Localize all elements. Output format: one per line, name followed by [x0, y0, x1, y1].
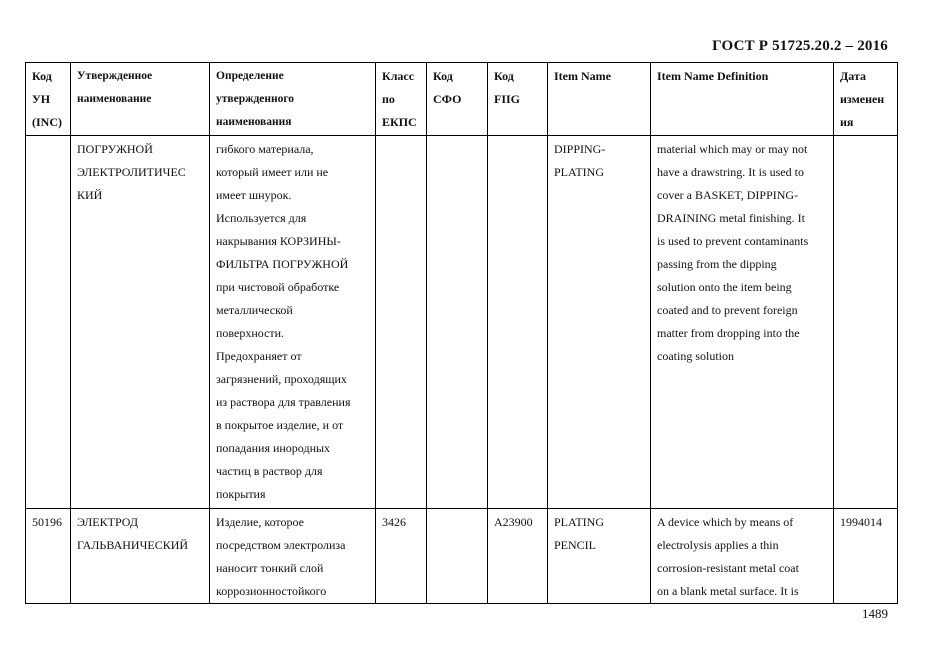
text-line: частиц в раствор для — [216, 464, 323, 478]
text-line: coated and to prevent foreign — [657, 303, 798, 317]
document-code: ГОСТ Р 51725.20.2 – 2016 — [712, 38, 888, 54]
text-line: СФО — [433, 92, 462, 106]
cell-item-name — [548, 509, 651, 604]
text-line: ЕКПС — [382, 115, 417, 129]
text-line: гибкого материала, — [216, 142, 314, 156]
page-number: 1489 — [862, 606, 888, 621]
text-line: который имеет или не — [216, 165, 329, 179]
text-line: КИЙ — [77, 188, 103, 202]
text-line: corrosion-resistant metal coat — [657, 561, 799, 575]
text-line: ия — [840, 115, 854, 129]
text-line: по — [382, 92, 395, 106]
text-line: on a blank metal surface. It is — [657, 584, 799, 598]
text-line: 3426 — [382, 515, 406, 529]
col-header-inc — [26, 63, 71, 136]
text-line: Определение — [216, 70, 284, 82]
text-line: УН — [32, 92, 51, 106]
text-line: Код — [32, 69, 52, 83]
text-line: накрывания КОРЗИНЫ- — [216, 234, 341, 248]
text-line: DRAINING metal finishing. It — [657, 211, 805, 225]
col-header-ekps-class — [376, 63, 427, 136]
cell-item-name — [548, 136, 651, 509]
text-line: металлической — [216, 303, 293, 317]
col-header-approved-name — [71, 63, 210, 136]
text-line: A23900 — [494, 515, 533, 529]
cell-fiig-code — [488, 509, 548, 604]
text-line: изменен — [840, 92, 885, 106]
text-line: 1994014 — [840, 515, 882, 529]
cell-change-date — [834, 136, 898, 509]
text-line: Используется для — [216, 211, 307, 225]
text-line: cover a BASKET, DIPPING- — [657, 188, 799, 202]
text-line: наименование — [77, 93, 152, 105]
text-line: PLATING — [554, 515, 604, 529]
cell-ekps-class — [376, 509, 427, 604]
text-line: Код — [433, 69, 453, 83]
text-line: ГАЛЬВАНИЧЕСКИЙ — [77, 538, 189, 552]
text-line: solution onto the item being — [657, 280, 792, 294]
col-header-definition — [210, 63, 376, 136]
text-line: coating solution — [657, 349, 734, 363]
col-header-fiig-code — [488, 63, 548, 136]
cell-ekps-class — [376, 136, 427, 509]
text-line: из раствора для травления — [216, 395, 351, 409]
text-line: FIIG — [494, 92, 521, 106]
col-header-sfo-code — [427, 63, 488, 136]
text-line: ПОГРУЖНОЙ — [77, 142, 153, 156]
text-line: DIPPING- — [554, 142, 606, 156]
table-row — [26, 509, 898, 604]
text-line: утвержденного — [216, 93, 295, 105]
text-line: при чистовой обработке — [216, 280, 340, 294]
text-line: Код — [494, 69, 514, 83]
col-header-item-name — [548, 63, 651, 136]
text-line: поверхности. — [216, 326, 285, 340]
cell-item-name-definition — [651, 509, 834, 604]
text-line: passing from the dipping — [657, 257, 777, 271]
text-line: electrolysis applies a thin — [657, 538, 779, 552]
text-line: наносит тонкий слой — [216, 561, 324, 575]
cell-inc — [26, 509, 71, 604]
text-line: коррозионностойкого — [216, 584, 327, 598]
text-line: Класс — [382, 69, 415, 83]
text-line: Item Name Definition — [657, 69, 769, 83]
text-line: покрытия — [216, 487, 266, 501]
col-header-change-date — [834, 63, 898, 136]
col-header-item-name-definition — [651, 63, 834, 136]
text-line: Предохраняет от — [216, 349, 302, 363]
text-line: в покрытое изделие, и от — [216, 418, 344, 432]
text-line: ЭЛЕКТРОД — [77, 515, 139, 529]
text-line: have a drawstring. It is used to — [657, 165, 804, 179]
text-line: имеет шнурок. — [216, 188, 292, 202]
text-line: matter from dropping into the — [657, 326, 800, 340]
text-line: PENCIL — [554, 538, 596, 552]
text-line: Item Name — [554, 69, 611, 83]
cell-sfo-code — [427, 509, 488, 604]
table-row — [26, 136, 898, 509]
text-line: 50196 — [32, 515, 62, 529]
text-line: посредством электролиза — [216, 538, 346, 552]
text-line: загрязнений, проходящих — [216, 372, 347, 386]
table-header-row — [26, 63, 898, 136]
text-line: Изделие, которое — [216, 515, 304, 529]
specification-table — [25, 62, 898, 604]
text-line: попадания инородных — [216, 441, 331, 455]
text-line: ЭЛЕКТРОЛИТИЧЕС — [77, 165, 186, 179]
cell-sfo-code — [427, 136, 488, 509]
cell-definition — [210, 509, 376, 604]
text-line: material which may or may not — [657, 142, 808, 156]
cell-change-date — [834, 509, 898, 604]
text-line: (INC) — [32, 115, 62, 129]
cell-definition — [210, 136, 376, 509]
text-line: Дата — [840, 69, 866, 83]
cell-approved-name — [71, 509, 210, 604]
cell-approved-name — [71, 136, 210, 509]
text-line: is used to prevent contaminants — [657, 234, 809, 248]
text-line: PLATING — [554, 165, 604, 179]
cell-item-name-definition — [651, 136, 834, 509]
text-line: наименования — [216, 116, 292, 128]
text-line: Утвержденное — [77, 70, 153, 82]
cell-fiig-code — [488, 136, 548, 509]
text-line: ФИЛЬТРА ПОГРУЖНОЙ — [216, 257, 349, 271]
cell-inc — [26, 136, 71, 509]
text-line: A device which by means of — [657, 515, 794, 529]
